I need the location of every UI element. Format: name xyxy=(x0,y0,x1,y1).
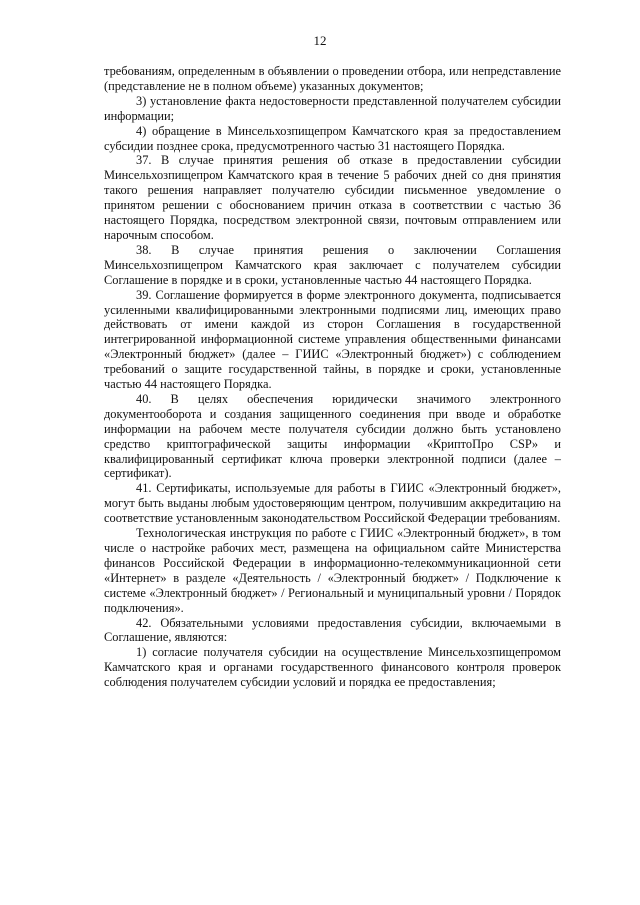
page-number: 12 xyxy=(313,33,327,48)
paragraph-tech-instruction: Технологическая инструкция по работе с ГИИС «Электронный бюджет», в том числе о настройке рабочих мест, размещена на официальном сайте Министерства финансов Российской Федерации в информационно-телекоммуникационной сети «Интернет» в разделе «Деятельность / «Электронный бюджет» / Подключение к системе «Электронный бюджет» / Региональный и муниципальный уровни / Порядок подключения». xyxy=(104,526,561,615)
paragraph-continuation: требованиям, определенным в объявлении о проведении отбора, или непредставление (представление не в полном объеме) указанных документов; xyxy=(104,64,561,93)
paragraph-42-item-1: 1) согласие получателя субсидии на осуществление Минсельхозпищепромом Камчатского края и органами государственного финансового контроля проверок соблюдения получателем субсидии условий и порядка ее предоставления; xyxy=(104,645,561,690)
paragraph-42: 42. Обязательными условиями предоставления субсидии, включаемыми в Соглашение, являются: xyxy=(104,615,561,645)
paragraph-40: 40. В целях обеспечения юридически значимого электронного документооборота и создания защищенного соединения при вводе и обработке информации на рабочем месте получателя субсидии должно быть установлено средство криптографической защиты информации «КриптоПро CSP» и квалифицированный сертификат ключа проверки электронной подписи (далее – сертификат). xyxy=(104,391,561,481)
paragraph-38: 38. В случае принятия решения о заключении Соглашения Минсельхозпищепром Камчатского края заключает с получателем субсидии Соглашение в порядке и в сроки, установленные частью 44 настоящего Порядка. xyxy=(104,242,561,287)
paragraph-41: 41. Сертификаты, используемые для работы в ГИИС «Электронный бюджет», могут быть выданы любым удостоверяющим центром, получившим аккредитацию на соответствие установленным законодательством Российской Федерации требованиям. xyxy=(104,481,561,526)
paragraph-item-4: 4) обращение в Минсельхозпищепром Камчатского края за предоставлением субсидии позднее срока, предусмотренного частью 31 настоящего Порядка. xyxy=(104,123,561,153)
paragraph-39: 39. Соглашение формируется в форме электронного документа, подписывается усиленными квалифицированными электронными подписями лиц, имеющих право действовать от имени каждой из сторон Соглашения в государственной интегрированной информационной системе управления общественными финансами «Электронный бюджет» (далее – ГИИС «Электронный бюджет») с соблюдением требований о защите государственной тайны, в порядке и сроки, установленные частью 44 настоящего Порядка. xyxy=(104,287,561,392)
paragraph-item-3: 3) установление факта недостоверности представленной получателем субсидии информации; xyxy=(104,93,561,123)
document-body xyxy=(104,64,561,690)
paragraph-37: 37. В случае принятия решения об отказе в предоставлении субсидии Минсельхозпищепром Камчатского края в течение 5 рабочих дней со дня принятия такого решения направляет получателю субсидии письменное уведомление о принятом решении с обоснованием причин отказа в соответствии с частью 36 настоящего Порядка, посредством электронной связи, почтовым отправлением или нарочным способом. xyxy=(104,153,561,242)
